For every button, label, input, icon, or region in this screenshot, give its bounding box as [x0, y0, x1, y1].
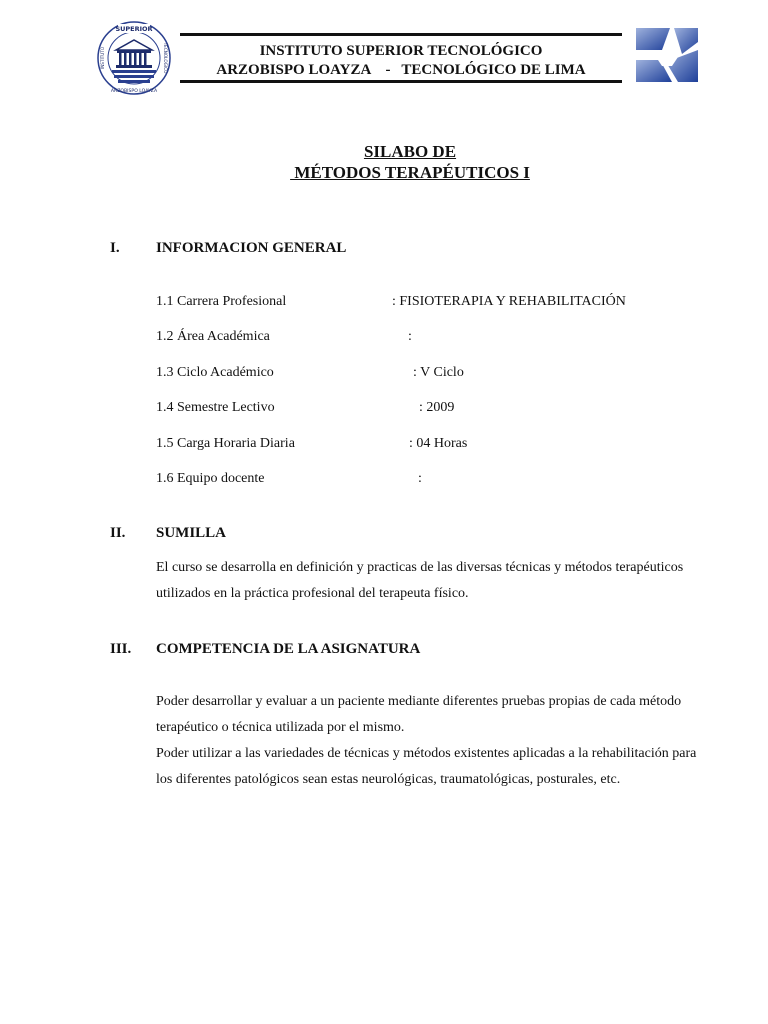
section2-title: SUMILLA [156, 525, 227, 541]
info-row-label: 1.1 Carrera Profesional [156, 294, 287, 309]
info-row-value: : FISIOTERAPIA Y REHABILITACIÓN [392, 294, 626, 309]
header-institute-subtitle: ARZOBISPO LOAYZA - TECNOLÓGICO DE LIMA [216, 62, 586, 78]
sumilla-text: El curso se desarrolla en definición y practicas de las diversas técnicas y métodos terapéuticos utilizados en la práctica profesional del terapeuta físico. [156, 560, 684, 601]
section3-number: III. [110, 641, 132, 657]
info-row-label: 1.2 Área Académica [156, 329, 270, 344]
header-rule-top [180, 33, 622, 36]
info-row-value: : V Ciclo [413, 365, 464, 380]
info-row-value: : [408, 329, 412, 344]
syllabus-title-line1: SILABO DE [363, 142, 457, 161]
seal-text-bottom: ARZOBISPO LOAYZA [110, 89, 158, 94]
header-rule-bottom [180, 80, 622, 83]
competencia-paragraph-2: Poder utilizar a las variedades de técnicas y métodos existentes aplicadas a la rehabilitación para los diferentes patológicos sean estas neurológicas, traumatológicas, posturales, etc. [156, 746, 697, 787]
info-row-label: 1.4 Semestre Lectivo [156, 400, 275, 415]
header-institute-name: INSTITUTO SUPERIOR TECNOLÓGICO [259, 43, 543, 59]
section3-title: COMPETENCIA DE LA ASIGNATURA [156, 641, 421, 657]
info-row-value: : 04 Horas [409, 436, 468, 451]
info-row-label: 1.6 Equipo docente [156, 471, 265, 486]
institute-seal-icon [96, 20, 172, 96]
syllabus-title-line2: MÉTODOS TERAPÉUTICOS I [290, 163, 530, 182]
info-row-label: 1.3 Ciclo Académico [156, 365, 274, 380]
seal-text-left: INSTITUTO [100, 46, 105, 70]
info-row-value: : [418, 471, 422, 486]
info-row-value: : 2009 [419, 400, 455, 415]
seal-text-top: SUPERIOR [115, 25, 153, 33]
section1-number: I. [110, 240, 120, 256]
section2-number: II. [110, 525, 126, 541]
lima-tech-logo-icon [632, 20, 702, 90]
info-row-label: 1.5 Carga Horaria Diaria [156, 436, 295, 451]
section1-title: INFORMACION GENERAL [156, 240, 347, 256]
competencia-paragraph-1: Poder desarrollar y evaluar a un paciente mediante diferentes pruebas propias de cada método terapéutico o técnica utilizada por el mismo. [156, 694, 682, 735]
seal-text-right: TECNOLOGICO [163, 42, 168, 74]
